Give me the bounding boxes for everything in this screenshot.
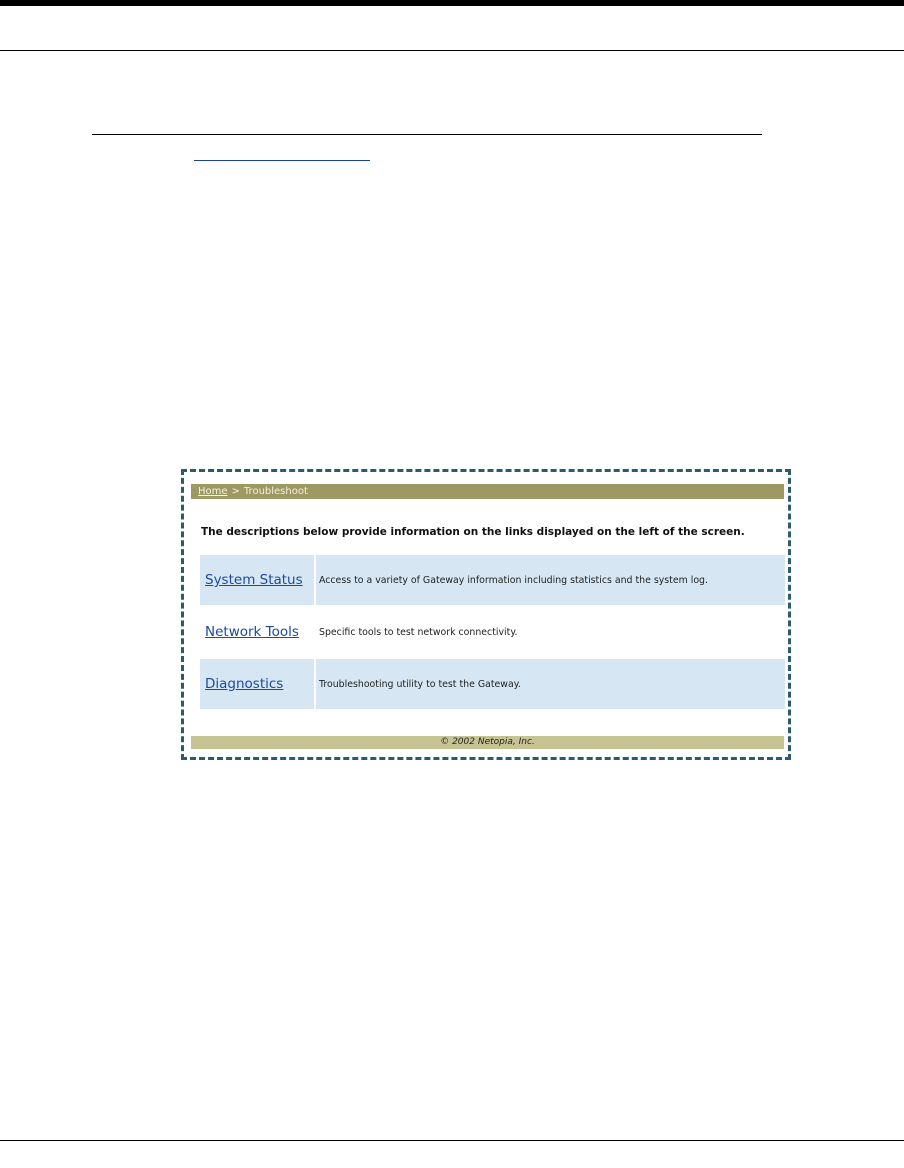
- system-status-link[interactable]: System Status: [205, 572, 303, 588]
- breadcrumb-home-link[interactable]: Home: [198, 486, 228, 497]
- table-row: [200, 555, 785, 605]
- header-divider: [0, 50, 904, 51]
- row-description: Specific tools to test network connectivity.: [319, 626, 518, 638]
- row-name-cell: [200, 659, 314, 709]
- breadcrumb: [191, 484, 784, 499]
- diagnostics-link[interactable]: Diagnostics: [205, 676, 284, 692]
- table-row: [200, 607, 785, 657]
- copyright-footer: © 2002 Netopia, Inc.: [191, 736, 784, 749]
- link-description-table: [200, 555, 785, 711]
- row-description: Access to a variety of Gateway information including statistics and the system log.: [316, 555, 785, 605]
- heading-divider: [92, 134, 762, 135]
- row-description: Troubleshooting utility to test the Gateway.: [316, 659, 785, 709]
- heading-link-underline: [194, 160, 370, 161]
- row-name-cell: [200, 555, 314, 605]
- intro-text: The descriptions below provide information on the links displayed on the left of the screen.: [201, 526, 745, 538]
- breadcrumb-separator: >: [231, 486, 240, 497]
- top-rule: [0, 0, 904, 6]
- row-name-cell: [200, 607, 314, 657]
- breadcrumb-current: Troubleshoot: [243, 486, 308, 497]
- page-footer-divider: [0, 1140, 904, 1141]
- network-tools-link[interactable]: Network Tools: [205, 624, 299, 640]
- table-row: [200, 659, 785, 709]
